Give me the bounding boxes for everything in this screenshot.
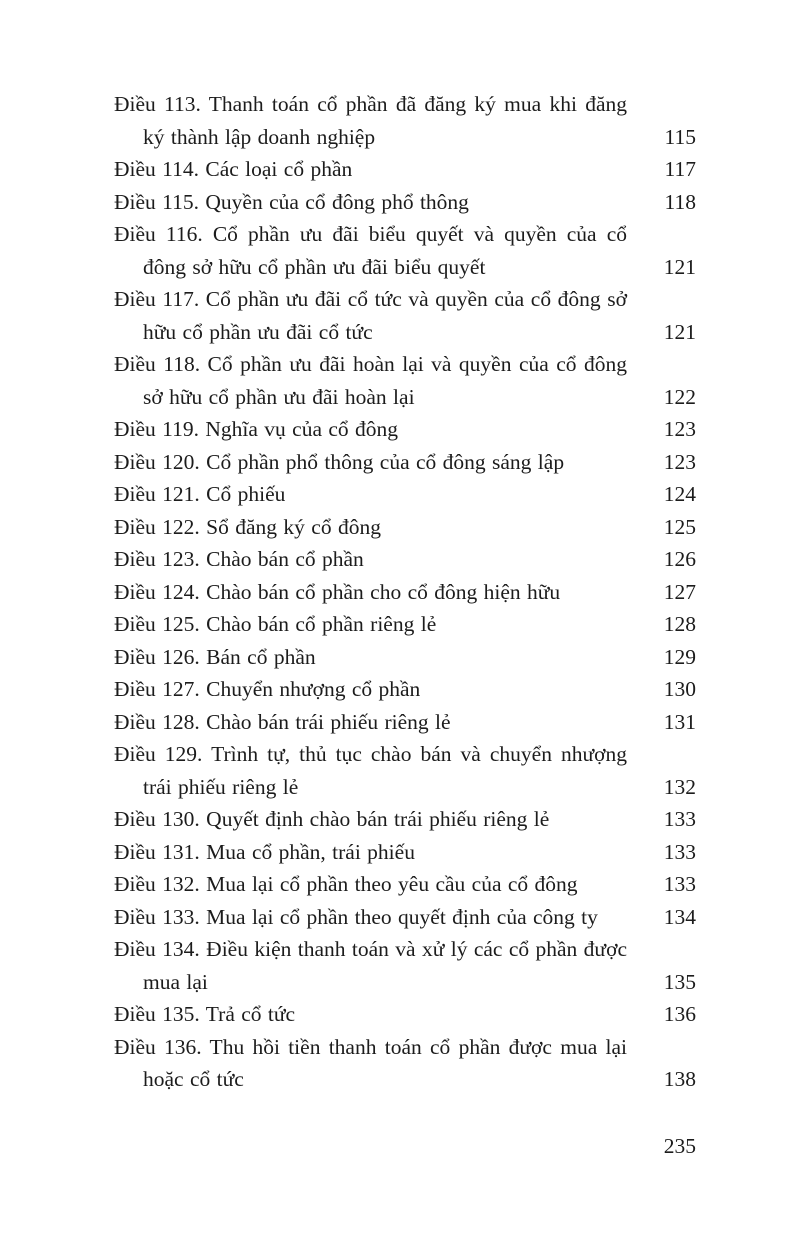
toc-entry	[114, 608, 696, 641]
toc-entry-page: 121	[663, 319, 696, 344]
toc-entry-page: 123	[663, 449, 696, 474]
toc-entry	[114, 933, 696, 998]
toc-entry-label: Điều 123. Chào bán cổ phần	[114, 547, 364, 571]
toc-entry-label: Điều 120. Cổ phần phổ thông của cổ đông sáng lập	[114, 449, 565, 474]
toc-entry-label: Điều 125. Chào bán cổ phần riêng lẻ	[114, 612, 437, 636]
toc-entry-label: Điều 124. Chào bán cổ phần cho cổ đông hiện hữu	[114, 579, 561, 604]
toc-entry	[114, 348, 696, 413]
toc-entry	[114, 673, 696, 706]
toc-entry-page: 122	[663, 384, 696, 409]
toc-entry-label: Điều 129. Trình tự, thủ tục chào bán và chuyển nhượng trái phiếu riêng lẻ	[114, 742, 627, 799]
toc-entry-label: Điều 114. Các loại cổ phần	[114, 157, 353, 181]
toc-entry-label: Điều 134. Điều kiện thanh toán và xử lý các cổ phần được mua lại	[114, 937, 627, 994]
toc-entry	[114, 1031, 696, 1096]
toc-entry-page: 133	[663, 872, 696, 896]
toc-entry-page: 117	[664, 157, 696, 181]
toc-entry-page: 123	[663, 417, 696, 441]
toc-entry-page: 124	[663, 482, 696, 506]
toc-entry-label: Điều 118. Cổ phần ưu đãi hoàn lại và quyền của cổ đông sở hữu cổ phần ưu đãi hoàn lại	[114, 352, 627, 409]
toc-entry-label: Điều 136. Thu hồi tiền thanh toán cổ phần được mua lại hoặc cổ tức	[114, 1034, 627, 1091]
toc-entry-page: 127	[663, 579, 696, 604]
toc-entry	[114, 218, 696, 283]
toc-entry-page: 121	[663, 254, 696, 279]
toc-entry-label: Điều 130. Quyết định chào bán trái phiếu riêng lẻ	[114, 807, 550, 831]
toc-entry	[114, 88, 696, 153]
toc-entry-label: Điều 128. Chào bán trái phiếu riêng lẻ	[114, 709, 451, 734]
toc-entry	[114, 641, 696, 674]
toc-entry	[114, 836, 696, 869]
toc-entry	[114, 543, 696, 576]
toc-entry-page: 129	[663, 644, 696, 669]
toc-entry	[114, 153, 696, 186]
toc-entry-label: Điều 132. Mua lại cổ phần theo yêu cầu của cổ đông	[114, 872, 578, 896]
toc-entry	[114, 738, 696, 803]
toc-entry	[114, 186, 696, 219]
toc-entry	[114, 803, 696, 836]
toc-entry-page: 138	[663, 1067, 696, 1091]
toc-entry-label: Điều 122. Sổ đăng ký cổ đông	[114, 514, 381, 539]
toc-entry	[114, 413, 696, 446]
toc-entry-label: Điều 133. Mua lại cổ phần theo quyết định của công ty	[114, 904, 598, 929]
toc-entry-page: 130	[663, 677, 696, 701]
toc-entry-label: Điều 131. Mua cổ phần, trái phiếu	[114, 839, 415, 864]
toc-entry	[114, 511, 696, 544]
toc-entry	[114, 478, 696, 511]
page-number: 235	[663, 1134, 696, 1158]
toc-entry-label: Điều 127. Chuyển nhượng cổ phần	[114, 677, 421, 701]
toc-entry-label: Điều 135. Trả cổ tức	[114, 1002, 296, 1026]
toc-entry-label: Điều 126. Bán cổ phần	[114, 644, 316, 669]
toc-entry-page: 128	[663, 612, 696, 636]
toc-entry-page: 133	[663, 807, 696, 831]
toc-entry	[114, 868, 696, 901]
toc-entry-page: 115	[664, 124, 696, 149]
toc-entry-page: 126	[663, 547, 696, 571]
toc-entry-page: 125	[663, 514, 696, 539]
toc-entry-page: 118	[664, 189, 696, 214]
toc-entry-label: Điều 115. Quyền của cổ đông phổ thông	[114, 189, 469, 214]
toc-entry-label: Điều 119. Nghĩa vụ của cổ đông	[114, 417, 399, 441]
toc-entry	[114, 901, 696, 934]
toc-entry	[114, 283, 696, 348]
toc-entry-page: 136	[663, 1002, 696, 1026]
toc-entry-page: 135	[663, 969, 696, 994]
toc-entry-label: Điều 116. Cổ phần ưu đãi biểu quyết và quyền của cổ đông sở hữu cổ phần ưu đãi biểu quyết	[114, 222, 627, 279]
toc-entry-page: 133	[663, 839, 696, 864]
toc-entry-label: Điều 117. Cổ phần ưu đãi cổ tức và quyền của cổ đông sở hữu cổ phần ưu đãi cổ tức	[114, 287, 627, 344]
toc-entry-page: 134	[663, 904, 696, 929]
toc-entry-label: Điều 113. Thanh toán cổ phần đã đăng ký mua khi đăng ký thành lập doanh nghiệp	[114, 92, 627, 149]
toc-entry-page: 132	[663, 774, 696, 799]
toc-entry-label: Điều 121. Cổ phiếu	[114, 482, 286, 506]
toc-entry-page: 131	[663, 709, 696, 734]
toc-entry	[114, 576, 696, 609]
toc-entry	[114, 998, 696, 1031]
toc-list	[114, 88, 696, 1096]
toc-entry	[114, 706, 696, 739]
toc-entry	[114, 446, 696, 479]
